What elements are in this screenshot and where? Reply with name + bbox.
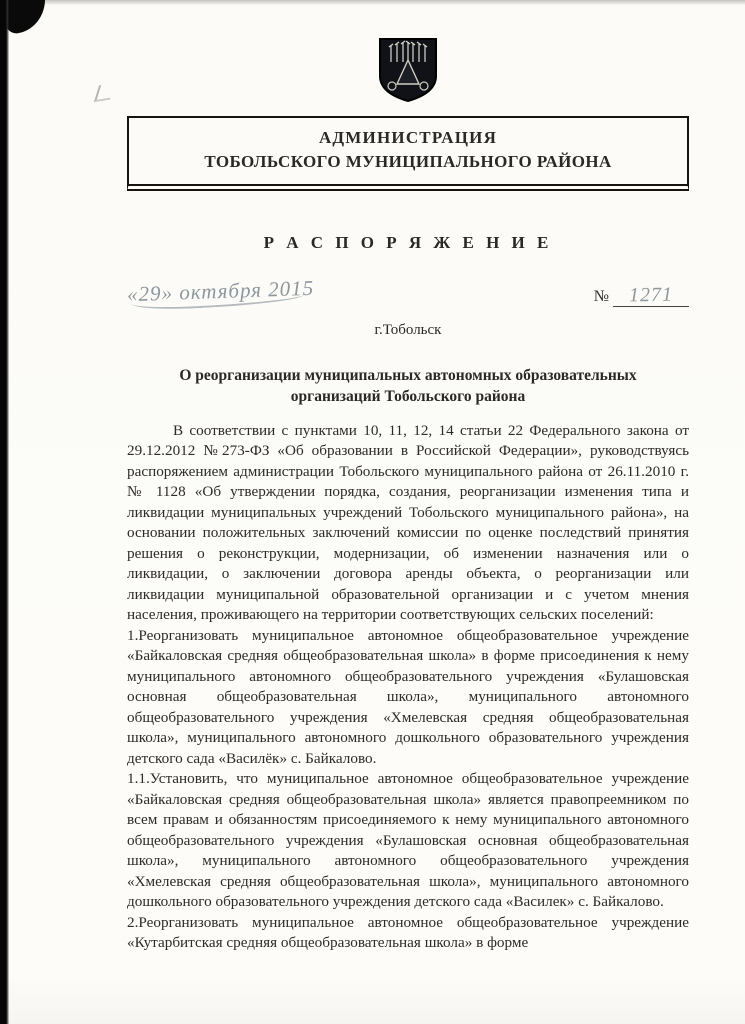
document-body	[127, 421, 689, 954]
body-paragraph: 1.1.Установить, что муниципальное автономное общеобразовательное учреждение «Байкаловская средняя общеобразовательная школа» является правопреемником по всем правам и обязанностям присоединяемого к нему муниципального автономного общеобразовательного учреждения «Булашовская основная общеобразовательная школа», муниципального автономного общеобразовательного учреждения «Хмелевская средняя общеобразовательная школа», муниципального автономного дошкольного образовательного учреждения детского сада «Василек» с. Байкалово.	[127, 770, 689, 910]
body-paragraph: 2.Реорганизовать муниципальное автономное общеобразовательное учреждение «Кутарбитская средняя общеобразовательная школа» в форме	[127, 913, 689, 951]
date-number-row	[126, 275, 689, 307]
body-paragraph: 1.Реорганизовать муниципальное автономное общеобразовательное учреждение «Байкаловская средняя общеобразовательная школа» в форме присоединения к нему муниципального автономного общеобразовательного учреждения «Булашовская основная общеобразовательная школа», муниципального автономного общеобразовательного учреждения «Хмелевская средняя общеобразовательная школа», муниципального автономного дошкольного образовательного учреждения детского сада «Василёк» с. Байкалово.	[127, 626, 689, 767]
document-title	[127, 365, 689, 407]
document-kind-heading: Р А С П О Р Я Ж Е Н И Е	[263, 232, 553, 252]
handwritten-number: 1271	[628, 283, 674, 306]
document-number	[594, 285, 689, 307]
document-title-line2: организаций Тобольского района	[290, 387, 526, 405]
body-paragraph: В соответствии с пунктами 10, 11, 12, 14 статьи 22 Федерального закона от 29.12.2012 №273-ФЗ «Об образовании в Российской Федерации», руководствуясь распоряжением администрации Тобольского муниципального района от 26.11.2010 г. № 1128 «Об утверждении порядка, создания, реорганизации изменения типа и ликвидации муниципальных учреждений Тобольского муниципального района», на основании положительных заключений комиссии по оценке последствий принятия решения о реконструкции, модернизации, об изменении назначения или о ликвидации, о заключении договора аренды объекта, о реорганизации или ликвидации муниципальной образовательной организации и с учетом мнения населения, проживающего на территории соответствующих сельских поселений:	[127, 421, 689, 623]
scan-left-edge-artifact	[0, 0, 9, 1024]
scan-top-shadow-artifact	[0, 0, 745, 5]
number-underline	[613, 285, 689, 307]
org-name-line2: ТОБОЛЬСКОГО МУНИЦИПАЛЬНОГО РАЙОНА	[204, 152, 612, 172]
letterhead-box	[127, 116, 689, 191]
document-title-line1: О реорганизации муниципальных автономных образовательных	[179, 366, 637, 384]
issue-place: г.Тобольск	[374, 321, 442, 338]
number-sign: №	[593, 287, 609, 305]
org-name-line1: АДМИНИСТРАЦИЯ	[318, 128, 498, 147]
coat-of-arms-icon	[127, 36, 689, 109]
handwritten-date: «29» октября 2015	[127, 275, 315, 310]
